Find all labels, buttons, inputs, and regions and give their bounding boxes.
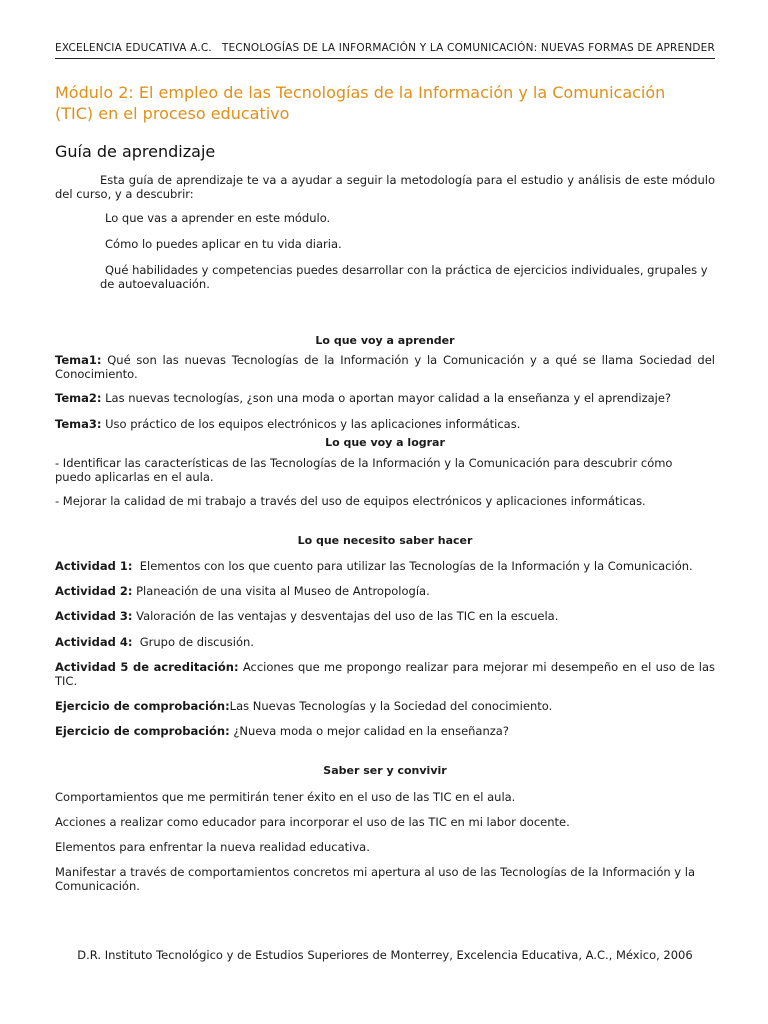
tema-label: Tema3:	[55, 417, 102, 431]
activity-item	[55, 635, 715, 649]
activity-item	[55, 584, 715, 598]
do-heading: Lo que necesito saber hacer	[297, 534, 473, 547]
exercise-item	[55, 724, 715, 738]
activity-label: Actividad 4:	[55, 635, 133, 649]
header-organization: EXCELENCIA EDUCATIVA A.C.	[55, 42, 212, 54]
activity-text: Grupo de discusión.	[139, 635, 254, 649]
exercise-label: Ejercicio de comprobación:	[55, 724, 230, 738]
tema-text: Las nuevas tecnologías, ¿son una moda o aportan mayor calidad a la enseñanza y el aprendizaje?	[105, 391, 672, 405]
learn-heading: Lo que voy a aprender	[315, 334, 455, 347]
exercise-label: Ejercicio de comprobación:	[55, 699, 230, 713]
be-item: Manifestar a través de comportamientos concretos mi apertura al uso de las Tecnologías de la Información y la Comunicación.	[55, 865, 696, 893]
tema-label: Tema2:	[55, 391, 102, 405]
achieve-item: - Identificar las características de las Tecnologías de la Información y la Comunicación para descubrir cómo puedo aplicarlas en el aula.	[55, 456, 673, 484]
be-item: Elementos para enfrentar la nueva realidad educativa.	[55, 840, 370, 854]
tema-item	[55, 353, 715, 381]
tema-text: Qué son las nuevas Tecnologías de la Información y la Comunicación y a qué se llama Sociedad del Conocimiento.	[55, 353, 716, 381]
be-item: Acciones a realizar como educador para incorporar el uso de las TIC en mi labor docente.	[55, 815, 570, 829]
activity-text: Planeación de una visita al Museo de Antropología.	[136, 584, 430, 598]
activity-label: Actividad 1:	[55, 559, 133, 573]
exercise-item	[55, 699, 715, 713]
guide-title: Guía de aprendizaje	[55, 142, 216, 161]
exercise-text: ¿Nueva moda o mejor calidad en la enseñanza?	[233, 724, 509, 738]
activity-text: Valoración de las ventajas y desventajas del uso de las TIC en la escuela.	[136, 609, 559, 623]
activity-item	[55, 559, 715, 573]
tema-text: Uso práctico de los equipos electrónicos y las aplicaciones informáticas.	[105, 417, 521, 431]
page-footer: D.R. Instituto Tecnológico y de Estudios Superiores de Monterrey, Excelencia Educativa, A.C., México, 2006	[77, 948, 693, 962]
activity-label: Actividad 5 de acreditación:	[55, 660, 239, 674]
header-course-title: TECNOLOGÍAS DE LA INFORMACIÓN Y LA COMUNICACIÓN: NUEVAS FORMAS DE APRENDER	[221, 42, 715, 54]
achieve-heading: Lo que voy a lograr	[325, 436, 445, 449]
activity-label: Actividad 3:	[55, 609, 133, 623]
guide-item: Cómo lo puedes aplicar en tu vida diaria.	[105, 237, 342, 251]
guide-intro: Esta guía de aprendizaje te va a ayudar a seguir la metodología para el estudio y análisis de este módulo del curso, y a descubrir:	[55, 173, 715, 201]
be-item: Comportamientos que me permitirán tener éxito en el uso de las TIC en el aula.	[55, 790, 516, 804]
tema-label: Tema1:	[55, 353, 102, 367]
guide-item: Lo que vas a aprender en este módulo.	[105, 211, 331, 225]
activity-item	[55, 609, 715, 623]
activity-label: Actividad 2:	[55, 584, 133, 598]
achieve-item: - Mejorar la calidad de mi trabajo a través del uso de equipos electrónicos y aplicaciones informáticas.	[55, 494, 646, 508]
module-title: Módulo 2: El empleo de las Tecnologías de la Información y la Comunicación (TIC) en el proceso educativo	[55, 83, 666, 123]
tema-item	[55, 417, 715, 431]
tema-item	[55, 391, 715, 405]
be-heading: Saber ser y convivir	[323, 764, 447, 777]
activity-text: Acciones que me propongo realizar para mejorar mi desempeño en el uso de las TIC.	[55, 660, 716, 688]
guide-item: Qué habilidades y competencias puedes desarrollar con la práctica de ejercicios individuales, grupales y de autoevaluación.	[100, 263, 708, 291]
page-header	[55, 42, 715, 59]
activity-text: Elementos con los que cuento para utilizar las Tecnologías de la Información y la Comunicación.	[139, 559, 693, 573]
exercise-text: Las Nuevas Tecnologías y la Sociedad del conocimiento.	[229, 699, 553, 713]
activity-item	[55, 660, 715, 688]
